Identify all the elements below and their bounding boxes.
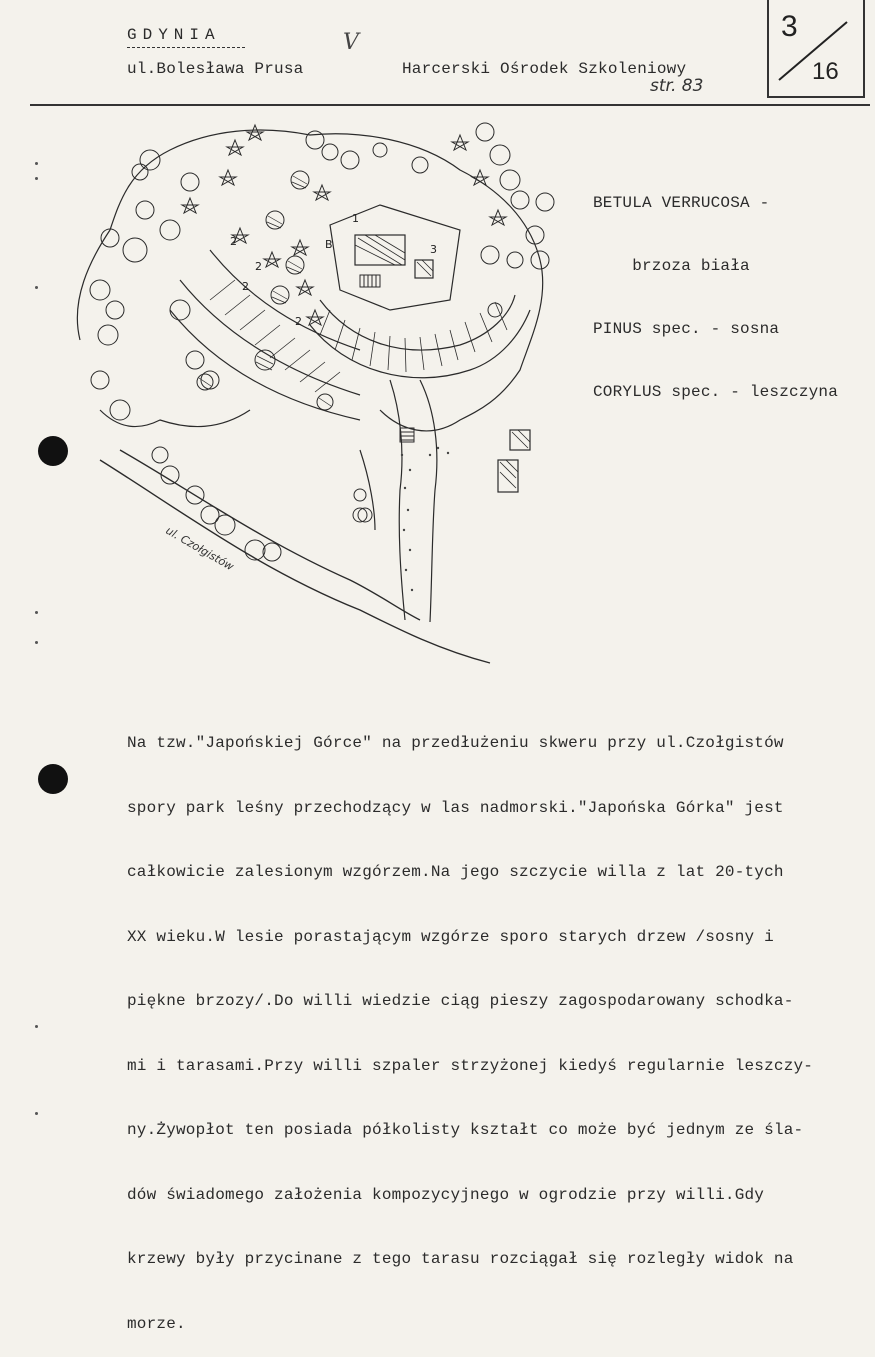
terrace-arc-1 bbox=[320, 295, 515, 350]
margin-speck bbox=[35, 611, 38, 614]
margin-speck bbox=[35, 286, 38, 289]
text-line: piękne brzozy/.Do willi wiedzie ciąg pieszy zagospodarowany schodka- bbox=[127, 992, 794, 1010]
path-side bbox=[360, 450, 375, 530]
legend-line: CORYLUS spec. - leszczyna bbox=[593, 383, 839, 401]
plan-mark: 3 bbox=[430, 243, 437, 256]
terrace-slope-3 bbox=[210, 250, 360, 350]
page-reference: str. 83 bbox=[650, 76, 704, 96]
text-line: morze. bbox=[127, 1314, 186, 1333]
punch-hole bbox=[38, 764, 68, 794]
plan-mark: 2 bbox=[242, 280, 249, 293]
text-line: ny.Żywopłot ten posiada półkolisty kształt co może być jednym ze śla- bbox=[127, 1121, 804, 1139]
description-paragraph bbox=[127, 690, 813, 1357]
text-line: całkowicie zalesionym wzgórzem.Na jego szczycie willa z lat 20-tych bbox=[127, 863, 784, 881]
text-line: dów świadomego założenia kompozycyjnego w ogrodzie przy willi.Gdy bbox=[127, 1185, 765, 1204]
header-rule bbox=[30, 104, 870, 106]
sheet-number-bottom: 16 bbox=[812, 58, 839, 85]
footpath-left bbox=[390, 380, 405, 620]
site-plan-sketch bbox=[60, 110, 560, 670]
villa-plateau bbox=[330, 205, 460, 310]
pine-trees bbox=[182, 125, 506, 325]
street-address: ul.Bolesława Prusa bbox=[127, 60, 304, 78]
villa-hatch bbox=[355, 235, 405, 265]
margin-speck bbox=[35, 641, 38, 644]
margin-speck bbox=[35, 162, 38, 165]
birch-trees bbox=[197, 171, 367, 522]
terrace-slope-2 bbox=[170, 310, 360, 420]
villa-building bbox=[355, 235, 405, 265]
sheet-number-top: 3 bbox=[781, 10, 798, 43]
legend-line: PINUS spec. - sosna bbox=[593, 320, 780, 338]
plan-marks bbox=[230, 212, 437, 328]
plan-mark: 2 bbox=[230, 235, 237, 248]
text-line: Na tzw."Japońskiej Górce" na przedłużeniu skweru przy ul.Czołgistów bbox=[127, 734, 784, 752]
institution-name: Harcerski Ośrodek Szkoleniowy bbox=[402, 60, 687, 78]
legend-line: brzoza biała bbox=[593, 257, 750, 275]
plan-mark: B bbox=[325, 238, 333, 251]
check-mark: V bbox=[343, 30, 359, 55]
street-label: ul. Czołgistów bbox=[163, 524, 236, 574]
margin-speck bbox=[35, 1025, 38, 1028]
text-line: spory park leśny przechodzący w las nadmorski."Japońska Górka" jest bbox=[127, 798, 784, 817]
legend-line: BETULA VERRUCOSA - bbox=[593, 194, 770, 212]
plan-mark: 2 bbox=[255, 260, 262, 273]
margin-speck bbox=[35, 1112, 38, 1115]
plan-mark: 1 bbox=[352, 212, 359, 225]
city-underline bbox=[127, 47, 245, 48]
path-dots bbox=[401, 447, 449, 591]
text-line: mi i tarasami.Przy willi szpaler strzyżonej kiedyś regularnie leszczy- bbox=[127, 1056, 814, 1075]
footpath-right bbox=[420, 380, 437, 622]
text-line: XX wieku.W lesie porastającym wzgórze sporo starych drzew /sosny i bbox=[127, 927, 774, 946]
species-legend bbox=[593, 151, 838, 424]
city-title: GDYNIA bbox=[127, 26, 221, 44]
text-line: krzewy były przycinane z tego tarasu rozciągał się rozległy widok na bbox=[127, 1250, 794, 1268]
canopy-lower bbox=[100, 410, 250, 427]
deciduous-trees bbox=[90, 123, 554, 561]
plan-mark: 2 bbox=[295, 315, 302, 328]
margin-speck bbox=[35, 177, 38, 180]
